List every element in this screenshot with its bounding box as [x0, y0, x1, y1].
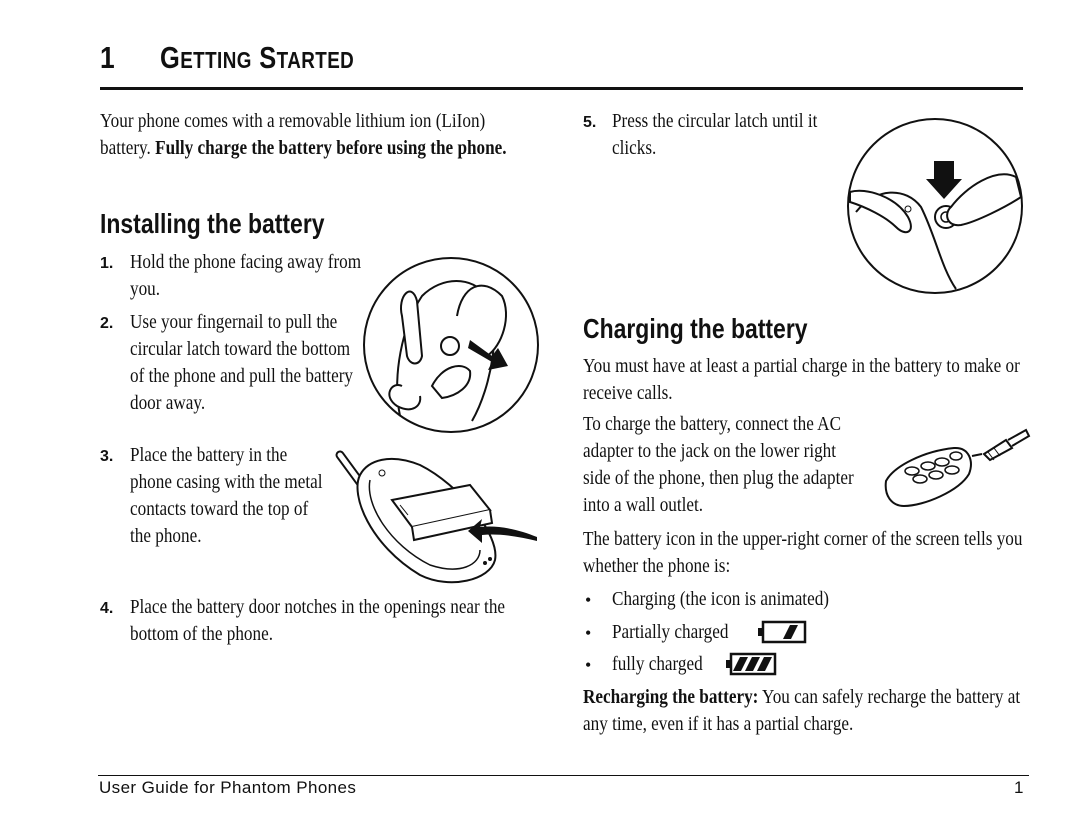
charger-illustration — [884, 426, 1029, 510]
step-text: Use your fingernail to pull the circular latch toward the bottom of the phone and pull the battery door away. — [130, 312, 354, 414]
intro-text: Your phone comes with a removable lithium ion (LiIon) battery. — [100, 111, 486, 159]
battery-full-icon — [725, 652, 777, 676]
recharging-text: You can safely recharge the battery at any time, even if it has a partial charge. — [583, 687, 1021, 735]
bullet-marker: • — [585, 655, 592, 675]
step-text: Hold the phone facing away from you. — [130, 252, 362, 300]
chapter-title — [160, 40, 354, 76]
charging-paragraph-2: To charge the battery, connect the AC adapter to the jack on the lower right side of the phone, then plug the adapter into a wall outlet. — [583, 414, 854, 516]
charging-paragraph-1: You must have at least a partial charge in the battery to make or receive calls. — [583, 356, 1020, 404]
header-rule — [100, 87, 1023, 90]
latch-pull-illustration — [362, 256, 540, 434]
bullet-text: fully charged — [612, 654, 703, 675]
chapter-title-initial-2: S — [259, 40, 277, 75]
charging-paragraph-3: The battery icon in the upper-right corner of the screen tells you whether the phone is: — [583, 529, 1023, 577]
battery-insert-illustration — [330, 445, 545, 585]
latch-press-illustration — [846, 117, 1024, 295]
step-number: 3. — [100, 448, 114, 465]
page-number: 1 — [1014, 778, 1024, 797]
step-number: 2. — [100, 315, 114, 332]
step-number: 4. — [100, 600, 114, 617]
step-text: Press the circular latch until it clicks. — [612, 111, 818, 159]
chapter-title-rest-2: TARTED — [276, 47, 355, 73]
footer-rule — [98, 775, 1029, 776]
chapter-title-initial-1: G — [160, 40, 181, 75]
chapter-number: 1 — [100, 40, 115, 75]
step-number: 5. — [583, 114, 597, 131]
recharging-paragraph — [583, 684, 1027, 738]
installing-heading: Installing the battery — [100, 208, 325, 239]
bullet-marker: • — [585, 623, 592, 643]
step-number: 1. — [100, 255, 114, 272]
step-text: Place the battery in the phone casing with the metal contacts toward the top of the phone. — [130, 445, 323, 547]
chapter-title-rest-1: ETTING — [180, 47, 252, 73]
step-text: Place the battery door notches in the openings near the bottom of the phone. — [130, 597, 506, 645]
intro-bold-text: Fully charge the battery before using the phone. — [155, 138, 507, 159]
bullet-marker: • — [585, 590, 592, 610]
bullet-text: Charging (the icon is animated) — [612, 589, 829, 610]
recharging-label: Recharging the battery: — [583, 687, 759, 708]
charging-heading: Charging the battery — [583, 313, 808, 344]
footer-title: User Guide for Phantom Phones — [99, 778, 357, 797]
bullet-text: Partially charged — [612, 622, 729, 643]
battery-partial-icon — [757, 620, 807, 644]
intro-paragraph — [100, 108, 514, 162]
